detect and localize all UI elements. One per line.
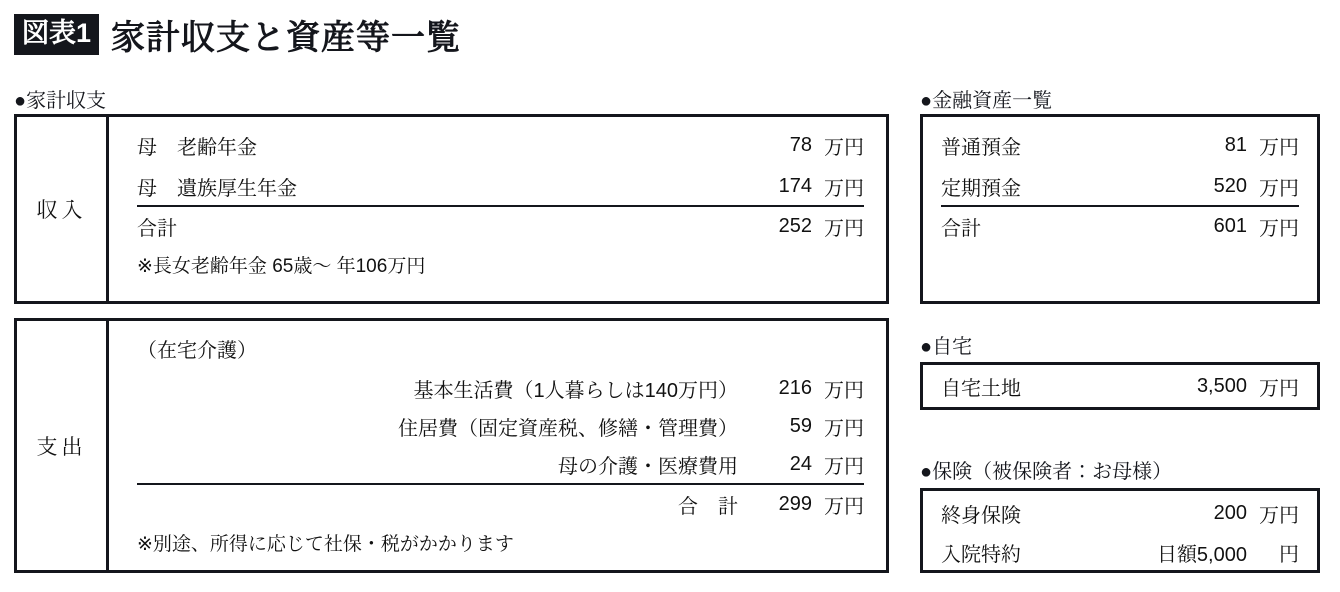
table-row [137, 369, 864, 407]
home-item-value: 3,500 [1196, 374, 1247, 397]
expense-item-unit: 万円 [824, 417, 864, 440]
table-row [941, 491, 1299, 533]
income-total-unit: 万円 [824, 217, 864, 240]
page-title [14, 10, 461, 59]
expense-item-value: 24 [789, 452, 812, 475]
table-row [941, 167, 1299, 205]
asset-total-name: 合計 [941, 217, 981, 240]
expense-rows [109, 321, 886, 570]
table-row [941, 533, 1299, 571]
expense-item-name: 住居費（固定資産税、修繕・管理費） [398, 417, 738, 440]
home-item-unit: 万円 [1259, 377, 1299, 400]
asset-item-name: 定期預金 [941, 177, 1021, 200]
income-total-value: 252 [778, 214, 812, 237]
expense-heading [137, 321, 864, 369]
expense-total-unit: 万円 [824, 495, 864, 518]
asset-item-unit: 万円 [1259, 136, 1299, 159]
asset-item-name: 普通預金 [941, 136, 1021, 159]
expense-item-value: 59 [789, 414, 812, 437]
figure-number-badge: 図表1 [14, 14, 99, 55]
insurance-item-name: 入院特約 [941, 543, 1021, 566]
home-item-name: 自宅土地 [941, 377, 1021, 400]
financial-assets-table [920, 114, 1320, 304]
expense-note: ※別途、所得に応じて社保・税がかかります [137, 533, 514, 555]
section-header-financial-assets: ●金融資産一覧 [920, 90, 1053, 112]
expense-item-name: 母の介護・医療費用 [558, 455, 738, 478]
income-total-name: 合計 [137, 217, 177, 240]
asset-item-unit: 万円 [1259, 177, 1299, 200]
income-item-value: 78 [789, 133, 812, 156]
income-item-value: 174 [778, 174, 812, 197]
table-row-total [137, 485, 864, 523]
income-rows [109, 117, 886, 301]
table-row-total [137, 207, 864, 245]
income-row-label: 収入 [17, 117, 109, 301]
insurance-item-name: 終身保険 [941, 504, 1021, 527]
expense-item-value: 216 [778, 376, 812, 399]
section-header-insurance: ●保険（被保険者：お母様） [920, 461, 1173, 483]
section-header-household: ●家計収支 [14, 90, 107, 112]
income-note: ※長女老齢年金 65歳〜 年106万円 [137, 255, 426, 277]
expense-item-unit: 万円 [824, 455, 864, 478]
expense-item-name: 基本生活費（1人暮らしは140万円） [413, 379, 738, 402]
figure-title-text: 家計収支と資産等一覧 [111, 19, 462, 57]
expense-row-label: 支出 [17, 321, 109, 570]
income-table [14, 114, 889, 304]
insurance-rows [923, 491, 1317, 570]
expense-total-name: 合 計 [678, 495, 738, 518]
asset-total-unit: 万円 [1259, 217, 1299, 240]
table-row [941, 117, 1299, 167]
table-row [941, 365, 1299, 407]
section-header-home: ●自宅 [920, 336, 973, 358]
income-item-unit: 万円 [824, 177, 864, 200]
insurance-item-value: 200 [1213, 501, 1247, 524]
asset-item-value: 520 [1213, 174, 1247, 197]
insurance-item-unit: 万円 [1259, 504, 1299, 527]
insurance-table [920, 488, 1320, 573]
home-rows [923, 365, 1317, 407]
asset-total-value: 601 [1213, 214, 1247, 237]
expense-item-unit: 万円 [824, 379, 864, 402]
table-row [137, 445, 864, 483]
expense-total-value: 299 [778, 492, 812, 515]
financial-assets-rows [923, 117, 1317, 301]
expense-heading-text: （在宅介護） [137, 339, 257, 362]
insurance-item-unit: 円 [1279, 543, 1299, 566]
income-item-name: 母 遺族厚生年金 [137, 177, 297, 200]
table-row [137, 407, 864, 445]
table-row [137, 117, 864, 167]
table-row [137, 167, 864, 205]
asset-item-value: 81 [1224, 133, 1247, 156]
table-row-total [941, 207, 1299, 245]
income-item-name: 母 老齢年金 [137, 136, 257, 159]
home-table [920, 362, 1320, 410]
insurance-item-value: 日額5,000 [1156, 543, 1247, 566]
income-item-unit: 万円 [824, 136, 864, 159]
expense-table [14, 318, 889, 573]
